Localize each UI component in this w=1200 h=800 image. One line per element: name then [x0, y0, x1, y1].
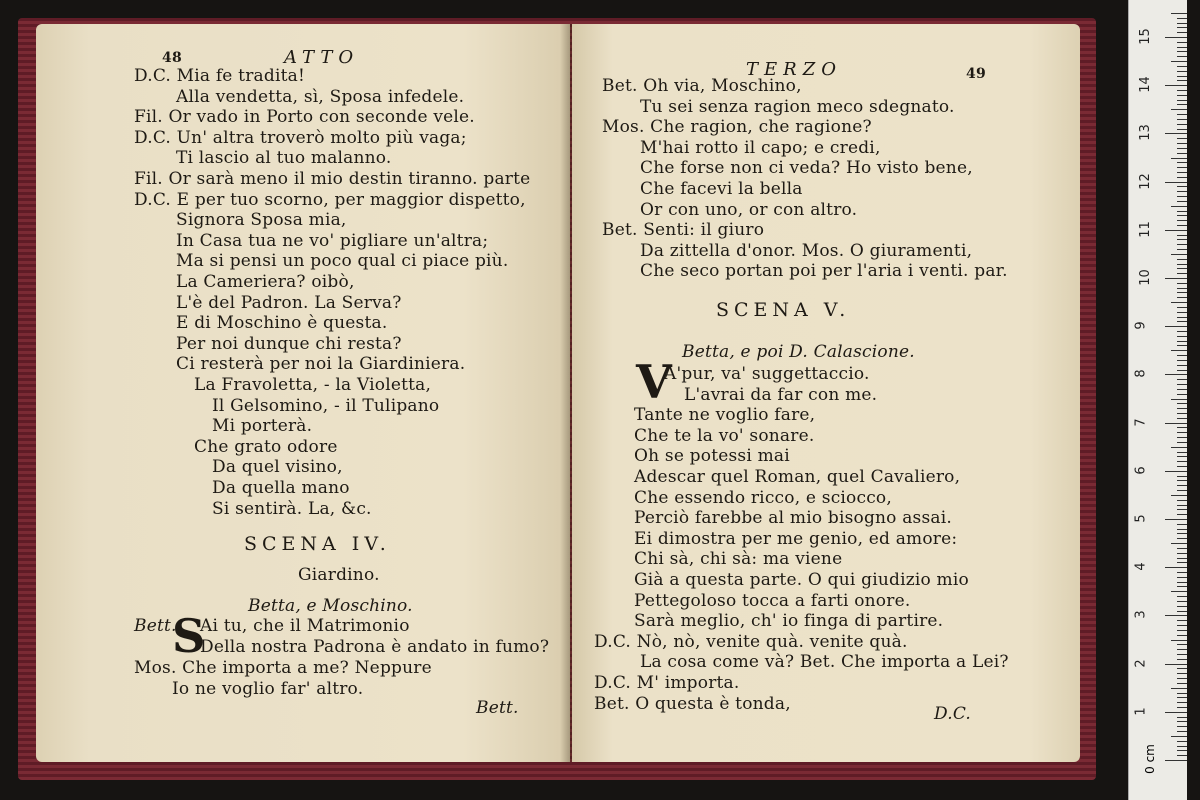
- ruler-tick: [1177, 403, 1187, 404]
- text-line: Della nostra Padrona è andato in fumo?: [200, 637, 550, 657]
- ruler-tick: [1177, 721, 1187, 722]
- text-line: Che seco portan poi per l'aria i venti. par.: [640, 261, 1008, 282]
- text-line: M'hai rotto il capo; e credi,: [640, 137, 881, 158]
- text-line: La Fravoletta, - la Violetta,: [194, 375, 432, 395]
- ruler-tick: [1177, 138, 1187, 139]
- ruler-tick: [1177, 370, 1187, 371]
- ruler-tick: [1177, 162, 1187, 163]
- ruler-tick: [1177, 413, 1187, 414]
- ruler-tick: [1171, 13, 1187, 14]
- ruler-tick: [1177, 437, 1187, 438]
- ruler-tick: [1171, 447, 1187, 448]
- text-line: Che te la vo' sonare.: [634, 425, 815, 446]
- ruler-tick: [1177, 480, 1187, 481]
- text-line: Pettegoloso tocca a farti onore.: [634, 590, 911, 611]
- ruler-tick: [1177, 317, 1187, 318]
- ruler-tick: [1177, 683, 1187, 684]
- ruler-tick: [1177, 177, 1187, 178]
- ruler-tick: [1177, 572, 1187, 573]
- ruler-tick: [1177, 18, 1187, 19]
- ruler-tick: [1165, 760, 1187, 761]
- text-line: L'è del Padron. La Serva?: [176, 292, 402, 313]
- ruler-tick: [1177, 341, 1187, 342]
- ruler-tick: [1177, 119, 1187, 120]
- text-line: Mos. Che ragion, che ragione?: [602, 117, 872, 138]
- ruler-tick: [1177, 312, 1187, 313]
- ruler-tick: [1165, 326, 1187, 327]
- ruler-tick: [1177, 215, 1187, 216]
- text-line: Sarà meglio, ch' io finga di partire.: [634, 611, 944, 632]
- ruler-tick: [1177, 558, 1187, 559]
- ruler-tick: [1177, 389, 1187, 390]
- ruler-tick: [1177, 355, 1187, 356]
- ruler-tick: [1177, 336, 1187, 337]
- text-line: Ci resterà per noi la Giardiniera.: [176, 354, 466, 375]
- ruler-tick: [1165, 182, 1187, 183]
- text-line: Perciò farebbe al mio bisogno assai.: [634, 508, 952, 529]
- ruler-number: 15: [1137, 28, 1153, 45]
- ruler-tick: [1171, 640, 1187, 641]
- ruler-tick: [1165, 471, 1187, 472]
- scene-title: SCENA IV.: [244, 533, 391, 555]
- ruler-tick: [1171, 254, 1187, 255]
- ruler-tick: [1177, 432, 1187, 433]
- ruler-tick: [1177, 186, 1187, 187]
- ruler-tick: [1177, 707, 1187, 708]
- ruler-tick: [1177, 750, 1187, 751]
- ruler-tick: [1165, 664, 1187, 665]
- ruler-tick: [1177, 331, 1187, 332]
- text-line: Il Gelsomino, - il Tulipano: [212, 395, 440, 416]
- text-line: Chi sà, chi sà: ma viene: [634, 549, 843, 570]
- ruler-tick: [1177, 345, 1187, 346]
- ruler-tick: [1177, 191, 1187, 192]
- ruler-tick: [1177, 678, 1187, 679]
- ruler-tick: [1171, 350, 1187, 351]
- ruler-tick: [1177, 42, 1187, 43]
- ruler-tick: [1177, 211, 1187, 212]
- ruler-tick: [1165, 230, 1187, 231]
- ruler-tick: [1165, 615, 1187, 616]
- ruler-number: 9: [1133, 321, 1149, 330]
- ruler-tick: [1177, 124, 1187, 125]
- scene-title: SCENA V.: [716, 299, 851, 321]
- ruler-number: 5: [1133, 514, 1149, 523]
- ruler-tick: [1177, 244, 1187, 245]
- ruler-tick: [1165, 519, 1187, 520]
- text-line: Che forse non ci veda? Ho visto bene,: [640, 158, 973, 179]
- ruler-tick: [1177, 71, 1187, 72]
- ruler-tick: [1177, 153, 1187, 154]
- ruler-tick: [1171, 302, 1187, 303]
- ruler-tick: [1177, 264, 1187, 265]
- ruler-tick: [1177, 611, 1187, 612]
- ruler-tick: [1177, 167, 1187, 168]
- speaker-label: Bett.: [134, 616, 177, 636]
- ruler-tick: [1171, 206, 1187, 207]
- ruler-tick: [1177, 384, 1187, 385]
- text-line: A'pur, va' suggettaccio.: [664, 364, 870, 384]
- drop-cap: V: [636, 355, 672, 409]
- catchword: Bett.: [476, 698, 519, 718]
- ruler-tick: [1177, 201, 1187, 202]
- ruler-tick: [1177, 630, 1187, 631]
- ruler-tick: [1177, 697, 1187, 698]
- ruler-tick: [1177, 148, 1187, 149]
- ruler-tick: [1177, 379, 1187, 380]
- ruler-tick: [1165, 133, 1187, 134]
- text-line: Oh se potessi mai: [634, 446, 790, 467]
- ruler-number: 1: [1133, 707, 1149, 716]
- ruler-unit-label: 0 cm: [1142, 744, 1157, 774]
- text-line: Signora Sposa mia,: [176, 210, 347, 231]
- ruler-tick: [1171, 736, 1187, 737]
- text-line: Alla vendetta, sì, Sposa infedele.: [176, 86, 465, 107]
- text-line: Ei dimostra per me genio, ed amore:: [634, 528, 958, 549]
- ruler-tick: [1177, 47, 1187, 48]
- ruler-tick: [1165, 37, 1187, 38]
- ruler-tick: [1165, 278, 1187, 279]
- ruler-tick: [1177, 533, 1187, 534]
- ruler-tick: [1177, 220, 1187, 221]
- text-line: D.C. Mia fe tradita!: [134, 66, 305, 86]
- ruler-tick: [1177, 307, 1187, 308]
- page-number-left: 48: [162, 50, 182, 66]
- ruler-tick: [1177, 577, 1187, 578]
- running-header-left: ATTO: [284, 47, 360, 68]
- ruler-tick: [1177, 731, 1187, 732]
- ruler-tick: [1177, 80, 1187, 81]
- ruler-tick: [1177, 635, 1187, 636]
- ruler-tick: [1177, 649, 1187, 650]
- text-line: Adescar quel Roman, quel Cavaliero,: [634, 467, 961, 487]
- ruler-tick: [1177, 476, 1187, 477]
- ruler-tick: [1177, 66, 1187, 67]
- text-line: Da quella mano: [212, 478, 350, 498]
- catchword: D.C.: [934, 704, 972, 724]
- drop-cap: S: [172, 609, 206, 663]
- ruler-tick: [1171, 495, 1187, 496]
- text-line: Mos. Che importa a me? Neppure: [134, 658, 432, 678]
- ruler-tick: [1177, 394, 1187, 395]
- ruler-tick: [1177, 755, 1187, 756]
- ruler-tick: [1177, 461, 1187, 462]
- ruler-tick: [1177, 659, 1187, 660]
- ruler-tick: [1177, 505, 1187, 506]
- running-header-right: TERZO: [746, 59, 842, 80]
- text-line: Già a questa parte. O qui giudizio mio: [634, 570, 969, 590]
- ruler-tick: [1177, 129, 1187, 130]
- ruler-tick: [1177, 490, 1187, 491]
- ruler-tick: [1171, 158, 1187, 159]
- text-line: Fil. Or sarà meno il mio destin tiranno. parte: [134, 169, 531, 189]
- ruler-tick: [1177, 114, 1187, 115]
- ruler-number: 11: [1137, 221, 1153, 238]
- ruler-tick: [1177, 23, 1187, 24]
- ruler-tick: [1165, 85, 1187, 86]
- text-line: D.C. M' importa.: [594, 673, 740, 693]
- ruler-tick: [1177, 172, 1187, 173]
- ruler-tick: [1177, 249, 1187, 250]
- ruler-tick: [1165, 567, 1187, 568]
- text-line: Bet. Senti: il giuro: [602, 220, 765, 241]
- ruler-tick: [1177, 514, 1187, 515]
- ruler-tick: [1177, 143, 1187, 144]
- ruler-tick: [1177, 500, 1187, 501]
- ruler-tick: [1177, 702, 1187, 703]
- ruler-tick: [1177, 466, 1187, 467]
- left-page: [36, 24, 570, 762]
- ruler-tick: [1177, 56, 1187, 57]
- ruler-number: 13: [1137, 124, 1153, 142]
- ruler-tick: [1177, 529, 1187, 530]
- ruler-tick: [1165, 374, 1187, 375]
- text-line: La Cameriera? oibò,: [176, 272, 355, 292]
- measuring-ruler: [1128, 0, 1187, 800]
- text-line: Si sentirà. La, &c.: [212, 498, 372, 519]
- ruler-number: 14: [1137, 76, 1153, 93]
- ruler-number: 8: [1133, 369, 1149, 379]
- ruler-tick: [1165, 712, 1187, 713]
- ruler-tick: [1171, 688, 1187, 689]
- ruler-number: 7: [1133, 417, 1149, 427]
- ruler-tick: [1171, 543, 1187, 544]
- ruler-tick: [1177, 644, 1187, 645]
- ruler-tick: [1177, 283, 1187, 284]
- ruler-number: 4: [1133, 562, 1149, 571]
- ruler-tick: [1177, 726, 1187, 727]
- text-line: La cosa come và? Bet. Che importa a Lei?: [640, 652, 1009, 673]
- ruler-tick: [1177, 51, 1187, 52]
- ruler-tick: [1177, 673, 1187, 674]
- ruler-tick: [1177, 601, 1187, 602]
- scene-persons: Betta, e poi D. Calascione.: [682, 342, 915, 362]
- ruler-tick: [1177, 596, 1187, 597]
- ruler-tick: [1177, 509, 1187, 510]
- ruler-tick: [1177, 259, 1187, 260]
- text-line: Da quel visino,: [212, 457, 343, 478]
- text-line: Fil. Or vado in Porto con seconde vele.: [134, 107, 475, 128]
- ruler-tick: [1177, 297, 1187, 298]
- text-line: Ti lascio al tuo malanno.: [176, 148, 392, 169]
- ruler-tick: [1171, 399, 1187, 400]
- ruler-tick: [1177, 586, 1187, 587]
- text-line: E di Moschino è questa.: [176, 313, 388, 334]
- text-line: In Casa tua ne vo' pigliare un'altra;: [176, 230, 489, 251]
- scene-place: Giardino.: [298, 565, 380, 585]
- ruler-tick: [1177, 235, 1187, 236]
- ruler-tick: [1177, 442, 1187, 443]
- text-line: Ai tu, che il Matrimonio: [200, 616, 410, 636]
- text-line: Per noi dunque chi resta?: [176, 333, 402, 354]
- ruler-tick: [1177, 321, 1187, 322]
- ruler-tick: [1177, 292, 1187, 293]
- text-line: L'avrai da far con me.: [684, 384, 878, 405]
- ruler-tick: [1177, 456, 1187, 457]
- ruler-tick: [1177, 196, 1187, 197]
- ruler-number: 3: [1133, 610, 1149, 620]
- ruler-tick: [1177, 418, 1187, 419]
- ruler-tick: [1177, 553, 1187, 554]
- text-line: Ma si pensi un poco qual ci piace più.: [176, 251, 509, 272]
- ruler-tick: [1177, 32, 1187, 33]
- ruler-number: 6: [1133, 466, 1149, 475]
- ruler-tick: [1177, 620, 1187, 621]
- ruler-tick: [1177, 582, 1187, 583]
- text-line: Io ne voglio far' altro.: [172, 679, 364, 699]
- ruler-tick: [1177, 95, 1187, 96]
- ruler-tick: [1177, 606, 1187, 607]
- ruler-tick: [1177, 239, 1187, 240]
- ruler-tick: [1177, 485, 1187, 486]
- ruler-tick: [1165, 423, 1187, 424]
- right-page: [572, 24, 1080, 762]
- ruler-tick: [1177, 427, 1187, 428]
- ruler-number: 12: [1137, 172, 1153, 190]
- text-line: Da zittella d'onor. Mos. O giuramenti,: [640, 240, 973, 261]
- ruler-tick: [1177, 76, 1187, 77]
- text-line: D.C. E per tuo scorno, per maggior dispetto,: [134, 189, 526, 210]
- text-line: D.C. Nò, nò, venite quà. venite quà.: [594, 631, 908, 652]
- scene-persons: Betta, e Moschino.: [248, 596, 413, 616]
- ruler-tick: [1177, 452, 1187, 453]
- text-line: Che essendo ricco, e sciocco,: [634, 487, 892, 508]
- ruler-tick: [1171, 109, 1187, 110]
- text-line: D.C. Un' altra troverò molto più vaga;: [134, 127, 467, 148]
- text-line: Bet. O questa è tonda,: [594, 693, 791, 714]
- ruler-tick: [1177, 365, 1187, 366]
- text-line: Tu sei senza ragion meco sdegnato.: [640, 96, 955, 117]
- ruler-tick: [1177, 100, 1187, 101]
- ruler-tick: [1177, 104, 1187, 105]
- ruler-tick: [1177, 408, 1187, 409]
- ruler-tick: [1177, 625, 1187, 626]
- ruler-tick: [1177, 668, 1187, 669]
- text-line: Che facevi la bella: [640, 179, 803, 199]
- ruler-tick: [1177, 225, 1187, 226]
- ruler-tick: [1177, 654, 1187, 655]
- ruler-number: 10: [1137, 269, 1153, 286]
- text-line: Or con uno, or con altro.: [640, 199, 858, 220]
- text-line: Tante ne voglio fare,: [634, 405, 816, 426]
- ruler-tick: [1177, 562, 1187, 563]
- ruler-tick: [1177, 693, 1187, 694]
- ruler-tick: [1177, 273, 1187, 274]
- ruler-tick: [1177, 741, 1187, 742]
- ruler-tick: [1177, 360, 1187, 361]
- ruler-tick: [1171, 61, 1187, 62]
- ruler-tick: [1177, 268, 1187, 269]
- ruler-tick: [1177, 524, 1187, 525]
- ruler-tick: [1177, 548, 1187, 549]
- text-line: Che grato odore: [194, 436, 338, 457]
- text-line: Bet. Oh via, Moschino,: [602, 76, 802, 96]
- ruler-tick: [1171, 591, 1187, 592]
- ruler-tick: [1177, 27, 1187, 28]
- ruler-tick: [1177, 717, 1187, 718]
- ruler-tick: [1177, 90, 1187, 91]
- ruler-tick: [1177, 746, 1187, 747]
- ruler-tick: [1177, 538, 1187, 539]
- ruler-tick: [1177, 288, 1187, 289]
- text-line: Mi porterà.: [212, 416, 313, 437]
- page-number-right: 49: [966, 66, 986, 82]
- ruler-number: 2: [1133, 658, 1149, 668]
